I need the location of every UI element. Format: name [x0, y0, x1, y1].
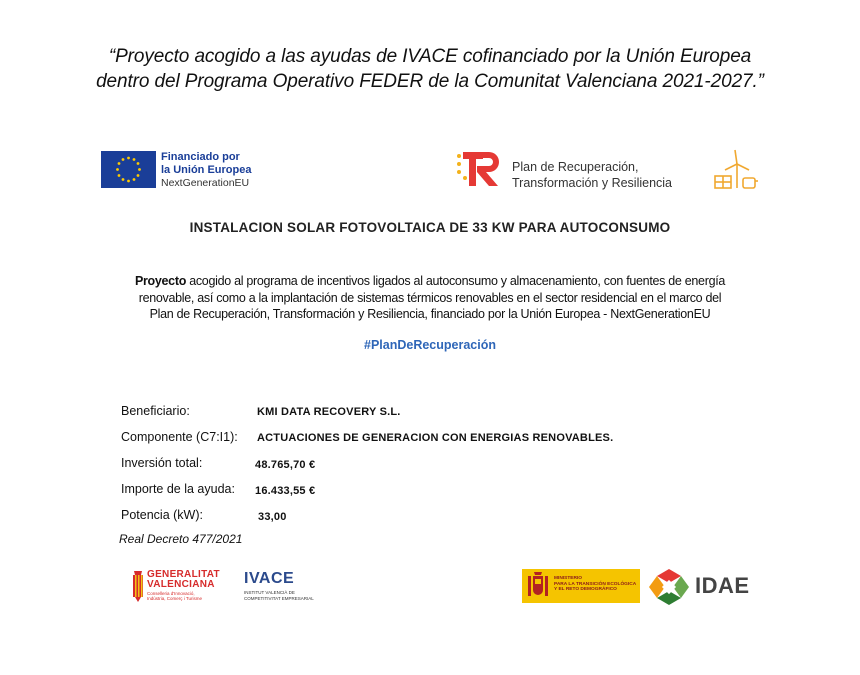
- description-lead: Proyecto: [134, 274, 187, 288]
- eu-flag-icon: [101, 151, 156, 188]
- field-label-importe: Importe de la ayuda:: [121, 482, 235, 496]
- prtr-line-2: Transformación y Resiliencia: [512, 176, 673, 190]
- field-value-importe: 16.433,55 €: [255, 485, 316, 497]
- description-line-1: [100, 273, 760, 290]
- header-quote-line-1: “Proyecto acogido a las ayudas de IVACE cofinanciado por la Unión Europea: [108, 46, 752, 67]
- field-label-potencia: Potencia (kW):: [121, 508, 203, 522]
- gv-line-1: GENERALITAT: [147, 569, 220, 580]
- prtr-mark-icon: [455, 148, 505, 190]
- idae-name: IDAE: [695, 573, 750, 598]
- idae-logo: [647, 567, 762, 607]
- description-line-1-text: acogido al programa de incentivos ligados al autoconsumo y almacenamiento, con fuentes de energía: [186, 274, 726, 288]
- eu-funding-logo: [101, 151, 261, 189]
- eu-logo-line-3: NextGenerationEU: [161, 177, 250, 189]
- generalitat-shield-icon: [132, 569, 144, 603]
- eu-logo-line-2: la Unión Europea: [161, 164, 252, 176]
- field-value-potencia: 33,00: [258, 511, 287, 523]
- decree-reference: Real Decreto 477/2021: [119, 532, 243, 546]
- ivace-line-1: INSTITUT VALENCIÀ DE: [244, 590, 295, 595]
- ivace-line-2: COMPETITIVITAT EMPRESARIAL: [244, 596, 314, 601]
- field-label-beneficiario: Beneficiario:: [121, 404, 190, 418]
- gv-line-3: Conselleria d'Innovació,: [147, 591, 195, 596]
- header-quote: [40, 44, 820, 94]
- description-line-2: renovable, así como a la implantación de sistemas térmicos renovables en el sector residencial en el marco del: [138, 290, 722, 305]
- generalitat-valenciana-logo: [132, 568, 237, 604]
- idae-mark-icon: [647, 567, 691, 607]
- description-line-3: Plan de Recuperación, Transformación y Resiliencia, financiado por la Unión Europea - NextGenerationEU: [149, 307, 711, 321]
- gv-line-4: Indústria, Comerç i Turisme: [147, 596, 203, 601]
- ministerio-line-2: PARA LA TRANSICIÓN ECOLÓGICA: [554, 581, 637, 587]
- prtr-line-1: Plan de Recuperación,: [512, 160, 639, 174]
- field-value-inversion: 48.765,70 €: [255, 459, 316, 471]
- ministerio-line-1: MINISTERIO: [554, 576, 582, 581]
- page-title: INSTALACION SOLAR FOTOVOLTAICA DE 33 KW PARA AUTOCONSUMO: [189, 220, 671, 235]
- ivace-logo: [244, 570, 319, 604]
- renewable-energy-icon: [711, 148, 759, 192]
- project-description: [100, 273, 760, 323]
- hashtag: #PlanDeRecuperación: [364, 338, 496, 352]
- prtr-logo: [455, 148, 760, 193]
- ministerio-logo: [522, 569, 640, 603]
- ivace-name: IVACE: [244, 570, 295, 587]
- eu-logo-line-1: Financiado por: [161, 151, 240, 163]
- ministerio-line-3: Y EL RETO DEMOGRÁFICO: [554, 587, 617, 593]
- field-value-beneficiario: KMI DATA RECOVERY S.L.: [257, 406, 401, 418]
- gv-line-2: VALENCIANA: [147, 579, 215, 590]
- field-value-componente: ACTUACIONES DE GENERACION CON ENERGIAS RENOVABLES.: [257, 432, 614, 444]
- header-quote-line-2: dentro del Programa Operativo FEDER de la Comunitat Valenciana 2021-2027.”: [96, 71, 764, 92]
- field-label-inversion: Inversión total:: [121, 456, 203, 470]
- field-label-componente: Componente (C7:I1):: [121, 430, 238, 444]
- spain-coat-of-arms-icon: [526, 572, 550, 600]
